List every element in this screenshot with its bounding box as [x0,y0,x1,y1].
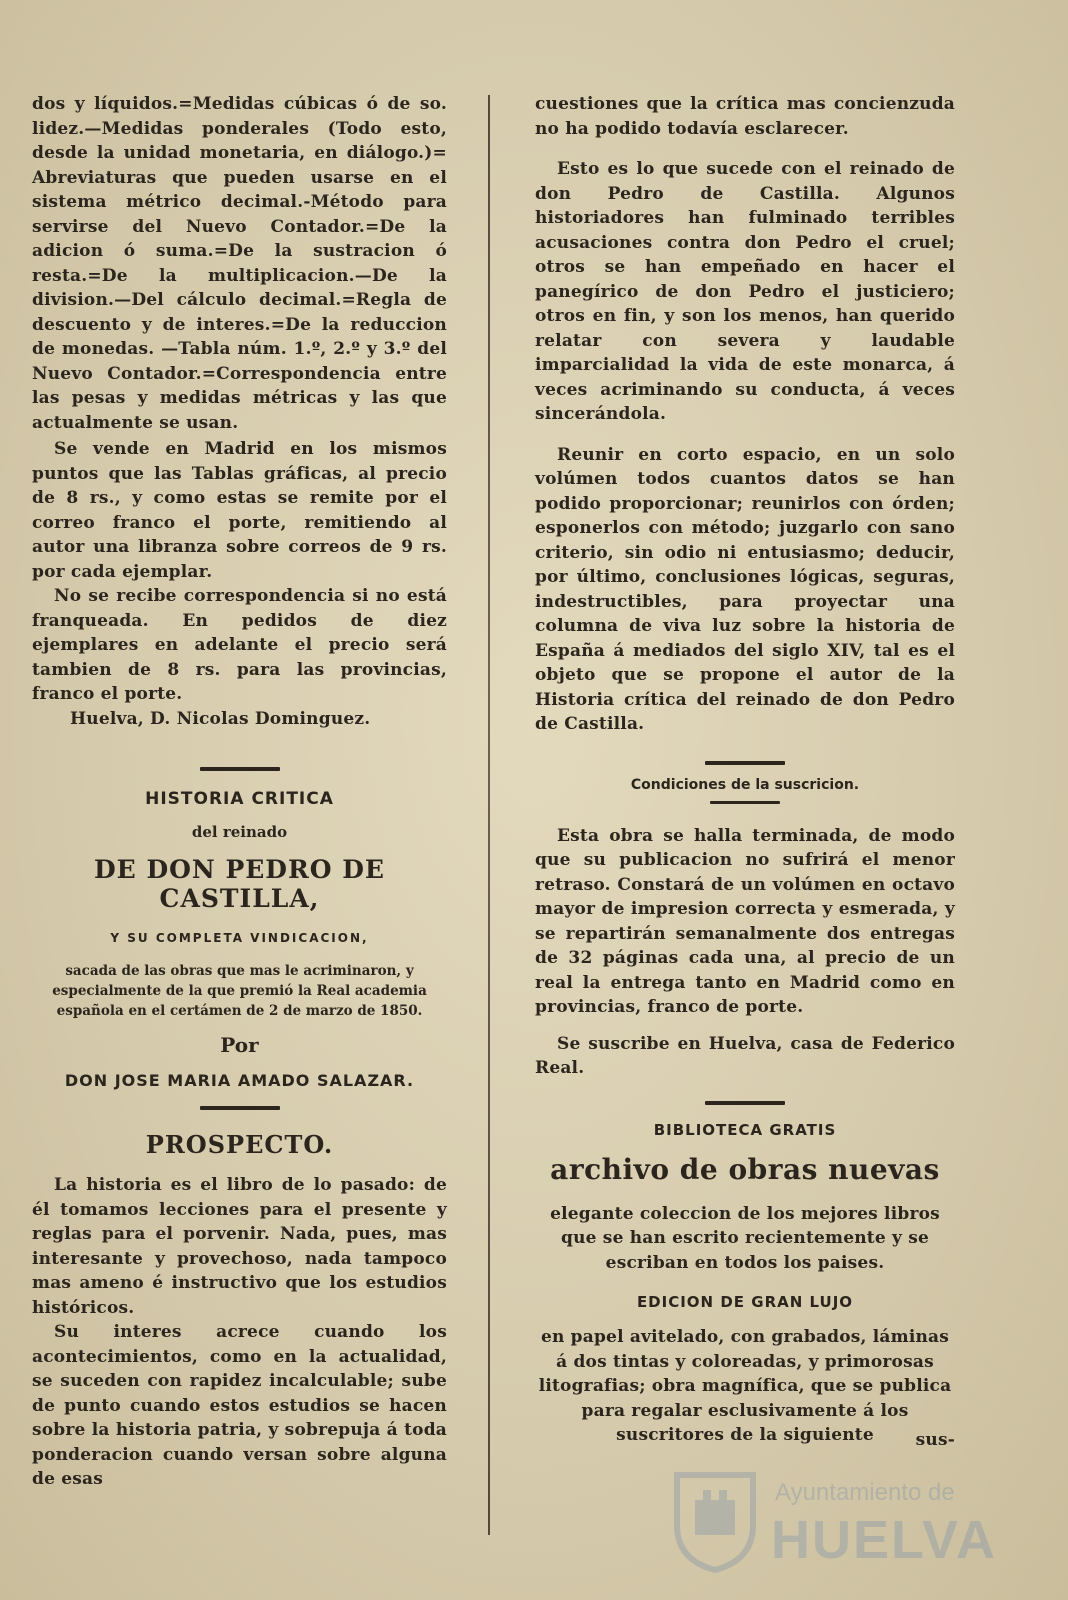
conditions-paragraph: Esta obra se halla terminada, de modo que su publicacion no sufrirá el menor retraso. Constará de un volúmen en octavo mayor de impresion correcta y esmerada, y se repartirán semanalmente dos entregas de 32 páginas cada una, al precio de un real la entrega tanto en Madrid como en provincias, franco de porte. [535,825,955,1017]
right-column [535,92,955,1452]
book-title-subtext: sacada de las obras que mas le acriminaron, y especialmente de la que premió la Real academia española en el certámen de 2 de marzo de 1850. [52,963,427,1019]
signature: Huelva, D. Nicolas Dominguez. [70,708,371,729]
subscribe-paragraph: Se suscribe en Huelva, casa de Federico Real. [535,1033,955,1078]
book-title-line4: Y SU COMPLETA VINDICACION, [110,931,369,945]
book-title-line1: HISTORIA CRITICA [145,789,334,809]
by-label: Por [220,1033,259,1057]
book-title-line2: del reinado [191,823,288,841]
biblioteca-heading: BIBLIOTECA GRATIS [653,1120,837,1139]
section-rule [705,1101,785,1105]
municipal-watermark [665,1465,995,1585]
reunir-paragraph: Reunir en corto espacio, en un solo volúmen todos cuantos datos se han podido proporcionar; reunirlos con órden; esponerlos con método; juzgarlo con sano criterio, sin odio ni entusiasmo; deducir, por último, conclusiones lógicas, seguras, indestructibles, para proyectar una columna de viva luz sobre la historia de España á mediados del siglo XIV, tal es el objeto que se propone el autor de la Historia crítica del reinado de don Pedro de Castilla. [535,444,955,734]
archivo-heading: archivo de obras nuevas [550,1152,940,1186]
edicion-heading: EDICION DE GRAN LUJO [636,1293,854,1311]
prospecto-heading: PROSPECTO. [145,1130,334,1159]
conditions-heading: Condiciones de la suscricion. [630,776,860,793]
section-rule [705,761,785,765]
section-rule [200,1106,280,1110]
coleccion-paragraph: elegante coleccion de los mejores libros que se han escrito recientemente y se escriban en todos los paises. [550,1203,940,1273]
opening-paragraph: dos y líquidos.=Medidas cúbicas ó de so. lidez.—Medidas ponderales (Todo esto, desde la unidad monetaria, en diálogo.)= Abreviaturas que pueden usarse en el sistema métrico decimal.-Método para servirse del Nuevo Contador.=De la adicion ó suma.=De la sustracion ó resta.=De la multiplicacion.—De la division.—Del cálculo decimal.=Regla de descuento y de interes.=De la reduccion de monedas. —Tabla núm. 1.º, 2.º y 3.º del Nuevo Contador.=Correspondencia entre las pesas y medidas métricas y las que actualmente se usan. [32,94,447,433]
left-column [32,92,447,1492]
coat-of-arms-icon [665,1465,765,1575]
author-name: DON JOSE MARIA AMADO SALAZAR. [64,1071,415,1090]
reinado-paragraph: Esto es lo que sucede con el reinado de don Pedro de Castilla. Algunos historiadores han fulminado terribles acusaciones contra don Pedro el cruel; otros se han empeñado en hacer el panegírico de don Pedro el justiciero; otros en fin, y son los menos, han querido relatar con severa y laudable imparcialidad la vida de este monarca, á veces acriminando su conducta, á veces sincerándola. [535,159,955,424]
section-rule [200,767,280,771]
prospecto-paragraph-2: Su interes acrece cuando los acontecimientos, como en la actualidad, se suceden con rapidez incalculable; sube de punto cuando estos estudios se hacen sobre la historia patria, y sobrepuja á toda ponderacion cuando versan sobre alguna de esas [32,1322,447,1489]
continuation-paragraph: cuestiones que la crítica mas concienzuda no ha podido todavía esclarecer. [535,94,955,139]
section-rule [710,801,780,804]
catchword: sus- [915,1429,955,1450]
column-divider [488,95,490,1535]
watermark-line1: Ayuntamiento de [775,1479,955,1506]
watermark-line2: HUELVA [771,1510,997,1570]
book-title-line3: DE DON PEDRO DE CASTILLA, [94,855,385,913]
edicion-paragraph: en papel avitelado, con grabados, láminas á dos tintas y coloreadas, y primorosas litografias; obra magnífica, que se publica para regalar esclusivamente á los suscritores de la siguiente [538,1327,952,1445]
sale-paragraph: Se vende en Madrid en los mismos puntos que las Tablas gráficas, al precio de 8 rs., y como estas se remite por el correo franco el porte, remitiendo al autor una libranza sobre correos de 9 rs. por cada ejemplar. [32,439,447,582]
correspondence-paragraph: No se recibe correspondencia si no está franqueada. En pedidos de diez ejemplares en adelante el precio será tambien de 8 rs. para las provincias, franco el porte. [32,586,447,704]
prospecto-paragraph-1: La historia es el libro de lo pasado: de él tomamos lecciones para el presente y reglas para el porvenir. Nada, pues, mas interesante y provechoso, nada tampoco mas ameno é instructivo que los estudios históricos. [32,1175,447,1318]
